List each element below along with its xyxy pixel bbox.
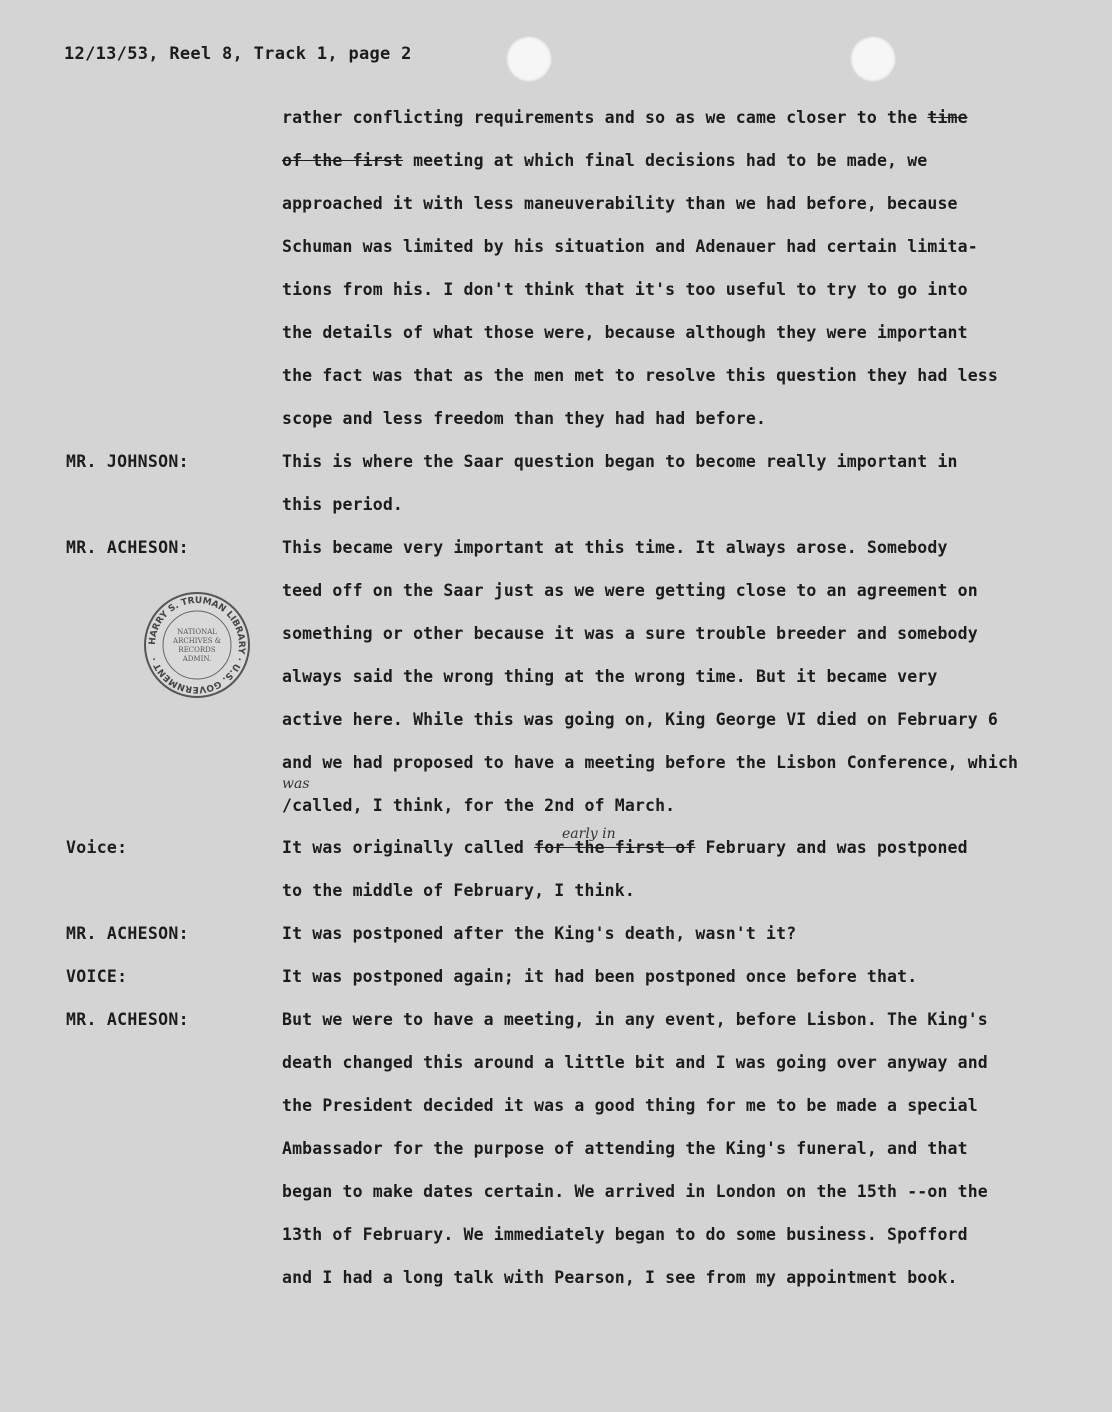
transcript-line	[282, 838, 1072, 857]
speaker-label: MR. ACHESON:	[66, 1010, 189, 1029]
speaker-label: Voice:	[66, 838, 128, 857]
transcript-line	[282, 796, 1072, 815]
transcript-line	[282, 366, 1072, 385]
punch-hole	[850, 36, 896, 82]
handwritten-insertion: was	[282, 776, 310, 792]
line-text: It was originally called	[282, 838, 535, 857]
struck-text: for the first of	[534, 838, 696, 857]
line-text: This became very important at this time. It always arose. Somebody	[282, 538, 948, 557]
line-text: But we were to have a meeting, in any event, before Lisbon. The King's	[282, 1010, 988, 1029]
transcript-line	[282, 1010, 1072, 1029]
handwritten-insertion: early in	[562, 826, 616, 842]
line-text: death changed this around a little bit and I was going over anyway and	[282, 1053, 988, 1072]
transcript-line	[282, 1053, 1072, 1072]
transcript-line	[282, 1096, 1072, 1115]
transcript-line	[282, 1139, 1072, 1158]
speaker-label: MR. ACHESON:	[66, 924, 189, 943]
struck-text: time	[927, 108, 968, 127]
line-text: Schuman was limited by his situation and Adenauer had certain limita-	[282, 237, 978, 256]
transcript-line	[282, 1268, 1072, 1287]
line-text: meeting at which final decisions had to be made, we	[403, 151, 928, 170]
transcript-line	[282, 280, 1072, 299]
transcript-line	[282, 581, 1072, 600]
stamp-center-text: RECORDS	[178, 646, 216, 654]
line-text: Ambassador for the purpose of attending the King's funeral, and that	[282, 1139, 968, 1158]
transcript-line	[282, 237, 1072, 256]
stamp-center-text: ARCHIVES &	[173, 637, 221, 645]
line-text: began to make dates certain. We arrived in London on the 15th --on the	[282, 1182, 988, 1201]
transcript-line	[282, 924, 1072, 943]
transcript-line	[282, 538, 1072, 557]
transcript-line	[282, 409, 1072, 428]
line-text: the details of what those were, because although they were important	[282, 323, 968, 342]
line-text: It was postponed again; it had been postponed once before that.	[282, 967, 918, 986]
line-text: the President decided it was a good thing for me to be made a special	[282, 1096, 978, 1115]
punch-hole	[506, 36, 552, 82]
line-text: /called, I think, for the 2nd of March.	[282, 796, 676, 815]
page-header: 12/13/53, Reel 8, Track 1, page 2	[64, 44, 412, 64]
line-text: this period.	[282, 495, 404, 514]
transcript-line	[282, 452, 1072, 471]
transcript-line	[282, 667, 1072, 686]
transcript-line	[282, 624, 1072, 643]
transcript-line	[282, 1225, 1072, 1244]
line-text: It was postponed after the King's death, wasn't it?	[282, 924, 797, 943]
stamp-center-text: NATIONAL	[177, 628, 217, 636]
line-text: and we had proposed to have a meeting before the Lisbon Conference, which	[282, 753, 1019, 772]
line-text: active here. While this was going on, King George VI died on February 6	[282, 710, 998, 729]
line-text: and I had a long talk with Pearson, I see from my appointment book.	[282, 1268, 958, 1287]
transcript-line	[282, 495, 1072, 514]
line-text: always said the wrong thing at the wrong time. But it became very	[282, 667, 938, 686]
line-text: tions from his. I don't think that it's too useful to try to go into	[282, 280, 968, 299]
transcript-line	[282, 108, 1072, 127]
stamp-center-text: ADMIN.	[182, 655, 212, 663]
line-text: approached it with less maneuverability than we had before, because	[282, 194, 958, 213]
line-text: to the middle of February, I think.	[282, 881, 635, 900]
transcript-line	[282, 881, 1072, 900]
struck-text: of the first	[282, 151, 404, 170]
transcript-line	[282, 151, 1072, 170]
line-text: February and was postponed	[695, 838, 968, 857]
stamp-ring-text: HARRY S. TRUMAN LIBRARY · U.S. GOVERNMENT ·	[147, 595, 247, 695]
transcript-line	[282, 753, 1072, 772]
transcript-line	[282, 967, 1072, 986]
line-text: something or other because it was a sure trouble breeder and somebody	[282, 624, 978, 643]
archives-stamp	[142, 590, 252, 700]
line-text: teed off on the Saar just as we were getting close to an agreement on	[282, 581, 978, 600]
speaker-label: MR. JOHNSON:	[66, 452, 189, 471]
line-text: This is where the Saar question began to become really important in	[282, 452, 958, 471]
line-text: the fact was that as the men met to resolve this question they had less	[282, 366, 998, 385]
speaker-label: VOICE:	[66, 967, 128, 986]
line-text: 13th of February. We immediately began to do some business. Spofford	[282, 1225, 968, 1244]
transcript-line	[282, 194, 1072, 213]
transcript-line	[282, 323, 1072, 342]
speaker-label: MR. ACHESON:	[66, 538, 189, 557]
line-text: rather conflicting requirements and so as we came closer to the	[282, 108, 928, 127]
transcript-line	[282, 710, 1072, 729]
transcript-line	[282, 1182, 1072, 1201]
line-text: scope and less freedom than they had had before.	[282, 409, 767, 428]
